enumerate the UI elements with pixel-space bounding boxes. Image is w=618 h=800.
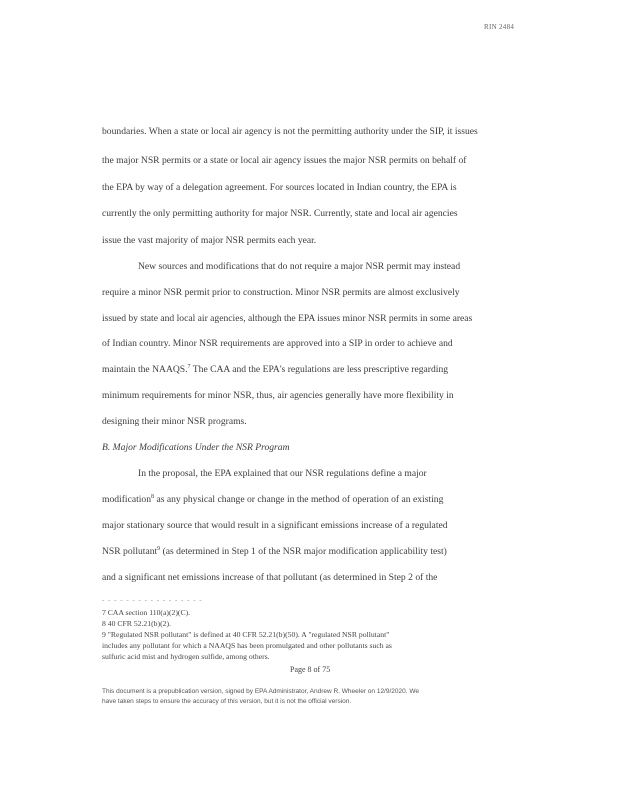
body-line: designing their minor NSR programs. bbox=[102, 416, 247, 427]
disclaimer-line: This document is a prepublication version, signed by EPA Administrator, Andrew R. Wheeler on 12/9/2020. We bbox=[102, 688, 419, 695]
body-line: boundaries. When a state or local air agency is not the permitting authority under the SIP, it issues bbox=[102, 126, 478, 137]
body-line bbox=[102, 546, 447, 557]
body-line: issue the vast majority of major NSR permits each year. bbox=[102, 235, 317, 246]
footnote-ref[interactable]: 9 bbox=[157, 546, 161, 552]
body-line: the EPA by way of a delegation agreement. For sources located in Indian country, the EPA is bbox=[102, 182, 457, 193]
footnote: 7 CAA section 110(a)(2)(C). bbox=[102, 608, 191, 617]
body-line: of Indian country. Minor NSR requirements are approved into a SIP in order to achieve and bbox=[102, 338, 453, 349]
body-line bbox=[102, 494, 443, 505]
footnote: sulfuric acid mist and hydrogen sulfide, among others. bbox=[102, 652, 270, 661]
body-line: major stationary source that would result in a significant emissions increase of a regulated bbox=[102, 520, 448, 531]
body-line: currently the only permitting authority for major NSR. Currently, state and local air agencies bbox=[102, 208, 458, 219]
footnote: 9 "Regulated NSR pollutant" is defined at 40 CFR 52.21(b)(50). A "regulated NSR pollutant" bbox=[102, 630, 390, 639]
disclaimer-line: have taken steps to ensure the accuracy of this version, but it is not the official version. bbox=[102, 698, 352, 705]
footnote-ref[interactable]: 8 bbox=[151, 494, 155, 500]
document-code: RIN 2484 bbox=[484, 23, 515, 31]
body-line: minimum requirements for minor NSR, thus, air agencies generally have more flexibility in bbox=[102, 390, 454, 401]
body-line: the major NSR permits or a state or local air agency issues the major NSR permits on behalf of bbox=[102, 155, 467, 166]
body-line bbox=[102, 364, 448, 375]
footnote: includes any pollutant for which a NAAQS has been promulgated and other pollutants such as bbox=[102, 641, 392, 650]
footnote-divider: - - - - - - - - - - - - - - - - - bbox=[102, 596, 203, 604]
body-text: NSR pollutant bbox=[102, 546, 158, 558]
body-text: The CAA and the EPA's regulations are less prescriptive regarding bbox=[192, 364, 449, 376]
body-text: (as determined in Step 1 of the NSR major modification applicability test) bbox=[162, 546, 447, 558]
body-line: and a significant net emissions increase of that pollutant (as determined in Step 2 of the bbox=[102, 572, 438, 583]
body-line: In the proposal, the EPA explained that our NSR regulations define a major bbox=[138, 468, 427, 479]
body-text: maintain the NAAQS. bbox=[102, 364, 188, 376]
body-text: modification bbox=[102, 494, 152, 506]
footnote-ref[interactable]: 7 bbox=[187, 364, 191, 370]
page-number: Page 8 of 75 bbox=[290, 665, 331, 674]
body-line: require a minor NSR permit prior to construction. Minor NSR permits are almost exclusively bbox=[102, 287, 460, 298]
section-heading: B. Major Modifications Under the NSR Program bbox=[102, 442, 290, 453]
footnote: 8 40 CFR 52.21(b)(2). bbox=[102, 619, 171, 628]
body-line: issued by state and local air agencies, although the EPA issues minor NSR permits in some areas bbox=[102, 313, 473, 324]
body-line: New sources and modifications that do not require a major NSR permit may instead bbox=[138, 261, 461, 272]
body-text: as any physical change or change in the method of operation of an existing bbox=[156, 494, 444, 506]
